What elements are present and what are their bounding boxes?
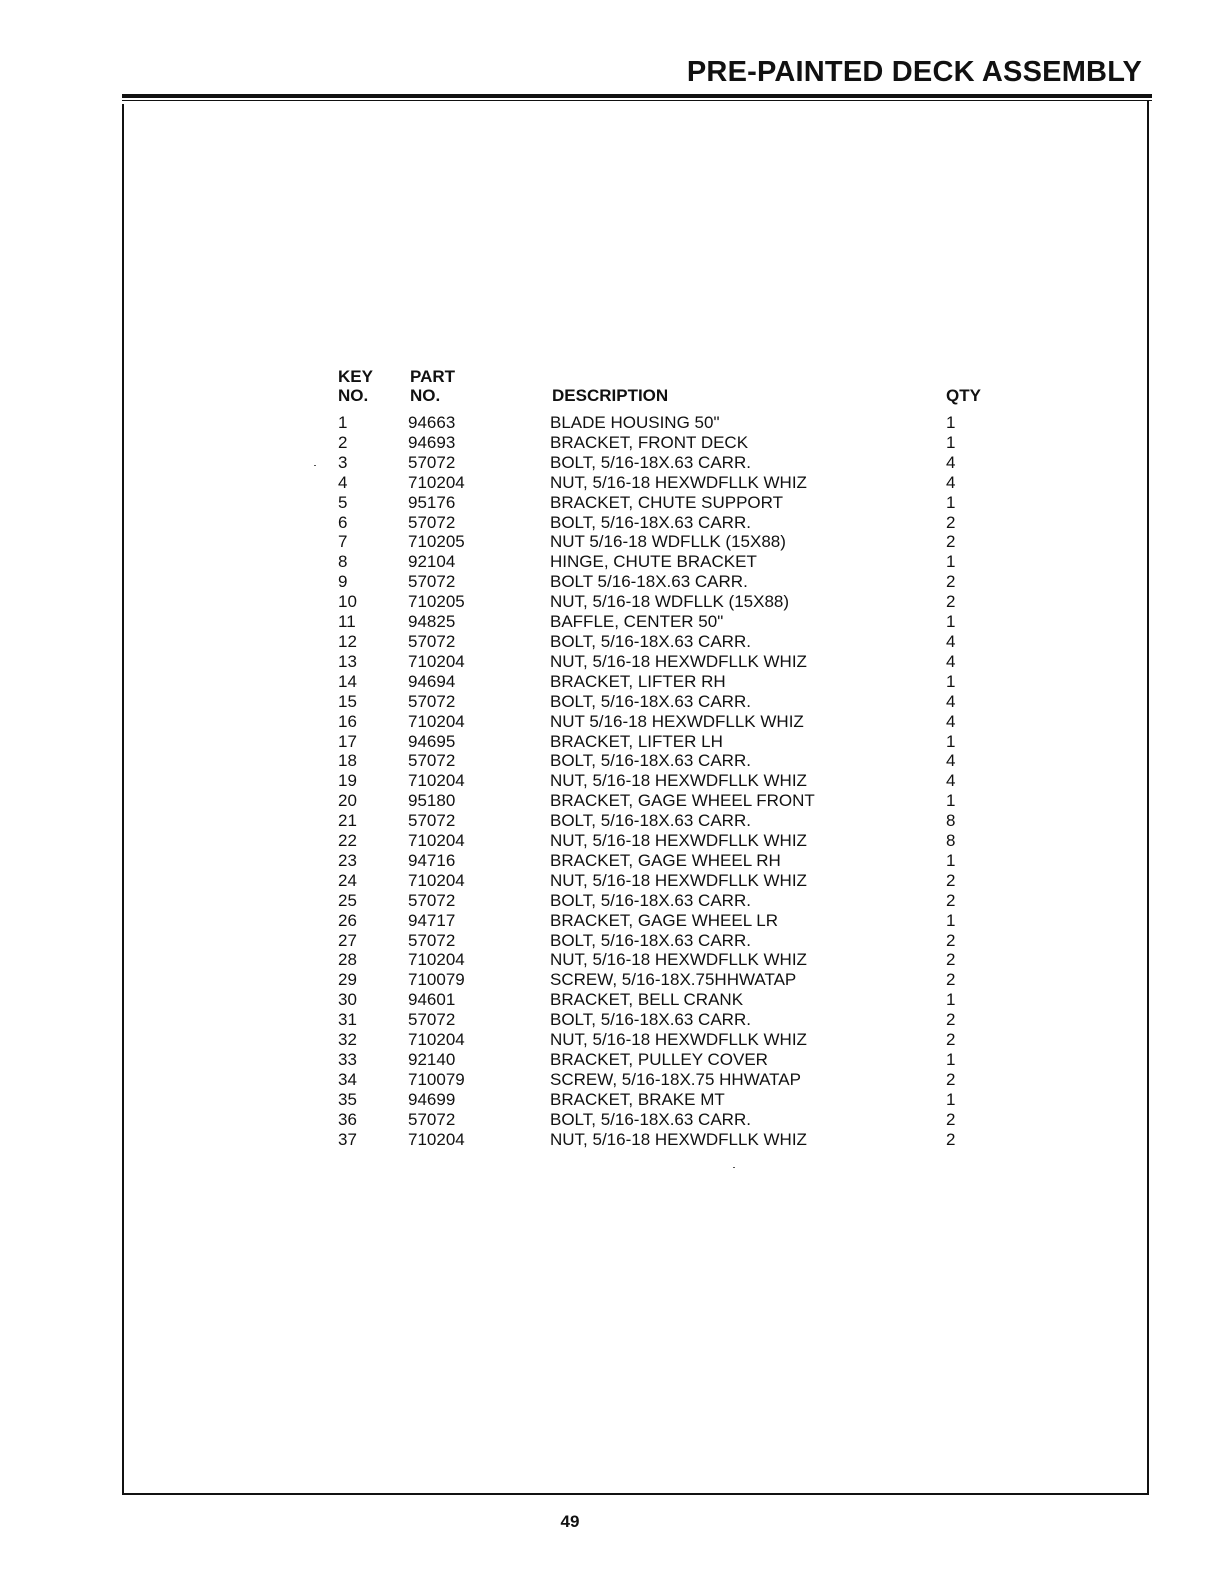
row-quantity: 1 — [946, 910, 956, 930]
row-quantity: 2 — [946, 1010, 956, 1030]
row-quantity: 1 — [946, 791, 956, 811]
table-row — [336, 632, 996, 652]
row-part-number: 710204 — [408, 870, 465, 890]
row-quantity: 2 — [946, 592, 956, 612]
row-quantity: 2 — [946, 1030, 956, 1050]
row-part-number: 57072 — [408, 452, 456, 472]
row-key-number: 23 — [338, 850, 357, 870]
row-quantity: 2 — [946, 950, 956, 970]
header-part-line2: NO. — [410, 386, 441, 405]
table-row — [336, 552, 996, 572]
row-quantity: 2 — [946, 1109, 956, 1129]
row-quantity: 1 — [946, 413, 956, 432]
row-key-number: 26 — [338, 910, 357, 930]
table-row — [336, 911, 996, 931]
row-description: BRACKET, GAGE WHEEL RH — [550, 850, 781, 870]
row-description: BRACKET, PULLEY COVER — [550, 1050, 768, 1069]
row-key-number: 18 — [338, 751, 357, 771]
table-row — [336, 831, 996, 851]
row-key-number: 35 — [338, 1089, 357, 1109]
row-key-number: 20 — [338, 791, 357, 811]
row-part-number: 710204 — [408, 950, 465, 970]
table-row — [336, 513, 996, 533]
row-part-number: 710079 — [408, 970, 465, 990]
row-quantity: 4 — [946, 771, 956, 791]
row-key-number: 36 — [338, 1109, 357, 1129]
row-quantity: 1 — [946, 731, 956, 751]
row-part-number: 710205 — [408, 532, 465, 552]
row-quantity: 4 — [946, 452, 956, 472]
row-description: NUT 5/16-18 WDFLLK (15X88) — [550, 532, 786, 552]
row-description: NUT, 5/16-18 WDFLLK (15X88) — [550, 592, 790, 612]
table-row — [336, 732, 996, 752]
row-part-number: 94694 — [408, 671, 456, 691]
table-row — [336, 990, 996, 1010]
frame-corner — [1147, 100, 1149, 106]
scan-speck — [733, 1167, 735, 1168]
row-description: HINGE, CHUTE BRACKET — [550, 552, 757, 572]
table-row — [336, 572, 996, 592]
row-description: BRACKET, LIFTER RH — [550, 671, 726, 691]
row-description: BRACKET, LIFTER LH — [550, 731, 723, 751]
row-quantity: 2 — [946, 512, 956, 532]
row-part-number: 94716 — [408, 850, 456, 870]
row-description: NUT, 5/16-18 HEXWDFLLK WHIZ — [550, 950, 807, 970]
table-row — [336, 1090, 996, 1110]
header-description: DESCRIPTION — [552, 386, 669, 405]
row-key-number: 29 — [338, 970, 357, 990]
row-description: NUT, 5/16-18 HEXWDFLLK WHIZ — [550, 771, 807, 791]
row-quantity: 1 — [946, 850, 956, 870]
table-row — [336, 532, 996, 552]
header-rule-thick — [122, 94, 1152, 98]
header-part-line1: PART — [410, 367, 456, 386]
row-part-number: 95180 — [408, 791, 456, 811]
row-key-number: 5 — [338, 492, 348, 512]
row-description: BOLT, 5/16-18X.63 CARR. — [550, 691, 751, 711]
row-part-number: 57072 — [408, 512, 456, 532]
table-row — [336, 1050, 996, 1070]
row-part-number: 710204 — [408, 771, 465, 791]
page-title: PRE-PAINTED DECK ASSEMBLY — [686, 56, 1142, 88]
scan-speck — [314, 465, 316, 466]
header-rule-thin — [122, 100, 1152, 101]
table-header — [336, 367, 996, 413]
row-part-number: 57072 — [408, 751, 456, 771]
row-description: BOLT, 5/16-18X.63 CARR. — [550, 1109, 751, 1129]
table-row — [336, 652, 996, 672]
row-key-number: 25 — [338, 890, 357, 910]
row-description: BRACKET, GAGE WHEEL FRONT — [550, 791, 815, 811]
row-key-number: 21 — [338, 811, 357, 831]
row-quantity: 1 — [946, 1089, 956, 1109]
table-row — [336, 871, 996, 891]
header-qty: QTY — [946, 386, 981, 405]
row-part-number: 57072 — [408, 811, 456, 831]
table-row — [336, 891, 996, 911]
table-row — [336, 970, 996, 990]
table-row — [336, 592, 996, 612]
row-quantity: 4 — [946, 691, 956, 711]
row-part-number: 710204 — [408, 1030, 465, 1050]
row-description: SCREW, 5/16-18X.75 HHWATAP — [550, 1069, 801, 1089]
row-description: NUT, 5/16-18 HEXWDFLLK WHIZ — [550, 1030, 807, 1050]
row-description: NUT, 5/16-18 HEXWDFLLK WHIZ — [550, 472, 807, 492]
row-part-number: 710204 — [408, 831, 465, 851]
row-description: BRACKET, BRAKE MT — [550, 1089, 725, 1109]
row-key-number: 32 — [338, 1030, 357, 1050]
row-part-number: 57072 — [408, 572, 456, 592]
row-quantity: 2 — [946, 930, 956, 950]
table-row — [336, 413, 996, 433]
row-description: NUT, 5/16-18 HEXWDFLLK WHIZ — [550, 870, 807, 890]
row-description: BLADE HOUSING 50" — [550, 413, 720, 432]
row-description: NUT, 5/16-18 HEXWDFLLK WHIZ — [550, 651, 807, 671]
table-row — [336, 931, 996, 951]
row-quantity: 2 — [946, 970, 956, 990]
row-part-number: 57072 — [408, 1010, 456, 1030]
row-part-number: 94693 — [408, 432, 456, 452]
row-quantity: 4 — [946, 651, 956, 671]
row-key-number: 33 — [338, 1050, 357, 1069]
row-key-number: 17 — [338, 731, 357, 751]
row-key-number: 30 — [338, 990, 357, 1010]
row-part-number: 57072 — [408, 930, 456, 950]
table-row — [336, 1110, 996, 1130]
row-description: BOLT, 5/16-18X.63 CARR. — [550, 1010, 751, 1030]
row-key-number: 12 — [338, 631, 357, 651]
row-key-number: 3 — [338, 452, 348, 472]
row-key-number: 24 — [338, 870, 357, 890]
row-key-number: 16 — [338, 711, 357, 731]
row-key-number: 13 — [338, 651, 357, 671]
table-row — [336, 1010, 996, 1030]
row-quantity: 1 — [946, 492, 956, 512]
table-row — [336, 1030, 996, 1050]
row-part-number: 710204 — [408, 711, 465, 731]
row-description: BOLT, 5/16-18X.63 CARR. — [550, 930, 751, 950]
row-description: NUT, 5/16-18 HEXWDFLLK WHIZ — [550, 831, 807, 851]
row-part-number: 94825 — [408, 612, 456, 632]
row-description: SCREW, 5/16-18X.75HHWATAP — [550, 970, 797, 990]
page-number: 49 — [560, 1512, 580, 1531]
row-part-number: 92104 — [408, 552, 456, 572]
row-description: BOLT, 5/16-18X.63 CARR. — [550, 751, 751, 771]
row-description: BOLT 5/16-18X.63 CARR. — [550, 572, 748, 592]
row-description: NUT 5/16-18 HEXWDFLLK WHIZ — [550, 711, 804, 731]
header-key-line2: NO. — [338, 386, 369, 405]
row-quantity: 4 — [946, 472, 956, 492]
row-part-number: 710204 — [408, 1129, 465, 1149]
table-row — [336, 751, 996, 771]
row-key-number: 1 — [338, 413, 348, 432]
row-key-number: 2 — [338, 432, 348, 452]
row-key-number: 10 — [338, 592, 357, 612]
row-part-number: 94699 — [408, 1089, 456, 1109]
table-row — [336, 612, 996, 632]
row-description: BRACKET, CHUTE SUPPORT — [550, 492, 784, 512]
row-key-number: 8 — [338, 552, 348, 572]
row-key-number: 19 — [338, 771, 357, 791]
row-key-number: 6 — [338, 512, 348, 532]
table-row — [336, 791, 996, 811]
table-row — [336, 950, 996, 970]
row-description: BOLT, 5/16-18X.63 CARR. — [550, 512, 751, 532]
table-row — [336, 712, 996, 732]
row-description: NUT, 5/16-18 HEXWDFLLK WHIZ — [550, 1129, 807, 1149]
row-key-number: 37 — [338, 1129, 357, 1149]
table-row — [336, 672, 996, 692]
row-key-number: 34 — [338, 1069, 357, 1089]
row-part-number: 710204 — [408, 651, 465, 671]
row-quantity: 4 — [946, 711, 956, 731]
row-description: BRACKET, GAGE WHEEL LR — [550, 910, 778, 930]
row-description: BRACKET, FRONT DECK — [550, 432, 749, 452]
row-part-number: 57072 — [408, 631, 456, 651]
row-key-number: 31 — [338, 1010, 357, 1030]
row-key-number: 4 — [338, 472, 348, 492]
row-quantity: 1 — [946, 552, 956, 572]
row-quantity: 2 — [946, 890, 956, 910]
row-description: BAFFLE, CENTER 50" — [550, 612, 724, 632]
row-part-number: 57072 — [408, 890, 456, 910]
row-key-number: 11 — [338, 612, 356, 632]
row-quantity: 8 — [946, 831, 956, 851]
row-key-number: 7 — [338, 532, 348, 552]
table-row — [336, 851, 996, 871]
row-description: BOLT, 5/16-18X.63 CARR. — [550, 890, 751, 910]
table-row — [336, 1130, 996, 1150]
row-part-number: 710204 — [408, 472, 465, 492]
row-part-number: 94717 — [408, 910, 456, 930]
row-part-number: 95176 — [408, 492, 456, 512]
row-quantity: 2 — [946, 1129, 956, 1149]
row-part-number: 57072 — [408, 691, 456, 711]
row-part-number: 94601 — [408, 990, 456, 1010]
parts-table — [336, 367, 996, 1150]
row-key-number: 9 — [338, 572, 348, 592]
row-key-number: 14 — [338, 671, 357, 691]
row-key-number: 15 — [338, 691, 357, 711]
row-quantity: 1 — [946, 432, 956, 452]
table-row — [336, 453, 996, 473]
row-part-number: 710205 — [408, 592, 465, 612]
row-part-number: 57072 — [408, 1109, 456, 1129]
table-row — [336, 1070, 996, 1090]
row-quantity: 1 — [946, 612, 956, 632]
row-quantity: 1 — [946, 990, 956, 1010]
table-row — [336, 771, 996, 791]
table-row — [336, 433, 996, 453]
row-quantity: 4 — [946, 751, 956, 771]
row-part-number: 92140 — [408, 1050, 456, 1069]
row-description: BOLT, 5/16-18X.63 CARR. — [550, 811, 751, 831]
table-body — [336, 413, 996, 1150]
table-row — [336, 473, 996, 493]
row-description: BOLT, 5/16-18X.63 CARR. — [550, 452, 751, 472]
row-key-number: 28 — [338, 950, 357, 970]
table-row — [336, 692, 996, 712]
row-quantity: 2 — [946, 532, 956, 552]
table-row — [336, 811, 996, 831]
row-part-number: 94663 — [408, 413, 456, 432]
row-part-number: 94695 — [408, 731, 456, 751]
row-part-number: 710079 — [408, 1069, 465, 1089]
table-row — [336, 493, 996, 513]
row-quantity: 2 — [946, 1069, 956, 1089]
row-description: BRACKET, BELL CRANK — [550, 990, 744, 1010]
row-quantity: 4 — [946, 631, 956, 651]
row-quantity: 8 — [946, 811, 956, 831]
row-quantity: 2 — [946, 572, 956, 592]
row-quantity: 1 — [946, 1050, 956, 1069]
row-key-number: 22 — [338, 831, 357, 851]
row-quantity: 2 — [946, 870, 956, 890]
row-quantity: 1 — [946, 671, 956, 691]
header-key-line1: KEY — [338, 367, 373, 386]
row-key-number: 27 — [338, 930, 357, 950]
row-description: BOLT, 5/16-18X.63 CARR. — [550, 631, 751, 651]
